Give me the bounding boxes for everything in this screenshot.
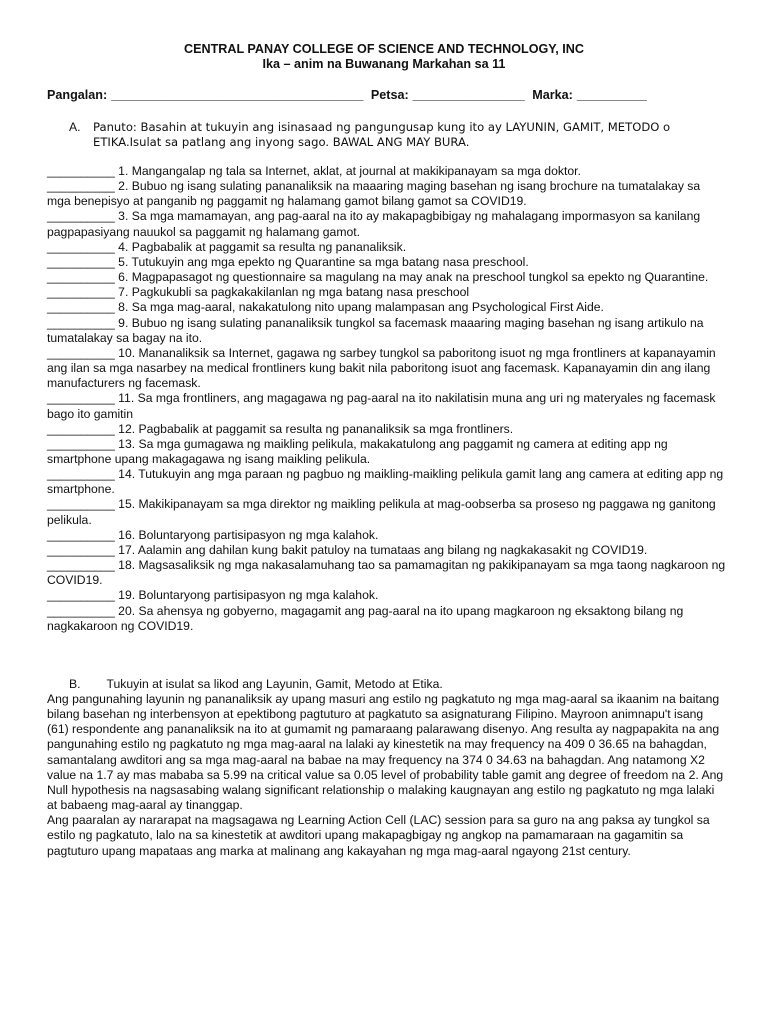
list-item: __________ 3. Sa mga mamamayan, ang pag-aaral na ito ay makapagbibigay ng mahalagang impormasyon sa kanilang pagpapasiyang nauukol sa paggamit ng halamang gamot. — [47, 209, 701, 239]
list-item: __________ 13. Sa mga gumagawa ng maikling pelikula, makakatulong ang paggamit ng camera at editing app ng smartphone upang makagagawa ng isang maikling pelikula. — [47, 436, 668, 466]
list-item: __________ 1. Mangangalap ng tala sa Internet, aklat, at journal at makikipanayam sa mga doktor. — [47, 164, 581, 178]
part-a-items — [47, 164, 727, 634]
list-item: __________ 15. Makikipanayam sa mga direktor ng maikling pelikula at mag-oobserba sa proseso ng paggawa ng ganitong pelikula. — [47, 497, 716, 527]
list-item: __________ 7. Pagkukubli sa pagkakakilanlan ng mga batang nasa preschool — [47, 285, 470, 300]
part-b-marker: B. — [69, 677, 81, 691]
passage-paragraph: Ang paaralan ay nararapat na magsagawa ng Learning Action Cell (LAC) session para sa guro na ang paksa ay tungkol sa estilo ng pagkatuto, lalo na sa kinestetik at awditori upang makapagbigay ng angkop na pamamaraan na gagamitin sa pagtuturo upang mapataas ang marka at malinang ang kakayahan ng mga mag-aaral ngayong 21st century. — [47, 813, 710, 858]
part-a-instruction-text: Panuto: Basahin at tukuyin ang isinasaad ng pangungusap kung ito ay LAYUNIN, GAMIT, METODO o ETIKA.Isulat sa patlang ang inyong sago. BAWAL ANG MAY BURA. — [93, 120, 671, 149]
list-item: __________ 11. Sa mga frontliners, ang magagawa ng pag-aaral na ito nakilatisin muna ang uri ng materyales ng facemask bago ito gamitin — [47, 391, 716, 421]
document-header — [0, 42, 768, 72]
list-item: __________ 20. Sa ahensya ng gobyerno, magagamit ang pag-aaral na ito upang magkaroon ng eksaktong bilang ng nagkakaroon ng COVID19. — [47, 603, 684, 633]
name-blank: ____________________________________ — [111, 88, 364, 102]
date-label: Petsa: — [370, 88, 409, 102]
date-blank: ________________ — [412, 88, 525, 102]
part-a-instruction — [69, 120, 689, 150]
student-info-line — [47, 88, 747, 102]
list-item: __________ 14. Tutukuyin ang mga paraan ng pagbuo ng maikling-maikling pelikula gamit lang ang camera at editing app ng smartphone. — [47, 467, 724, 497]
list-item: __________ 10. Mananaliksik sa Internet, gagawa ng sarbey tungkol sa paboritong isuot ng mga frontliners at kapanayamin ang ilan sa mga nasarbey na medical frontliners kung bakit nila paboritong isuot ang facemask. Kapanayamin din ang ilang manufacturers ng facemask. — [47, 345, 716, 391]
school-name: CENTRAL PANAY COLLEGE OF SCIENCE AND TECHNOLOGY, INC — [183, 42, 584, 56]
list-item: __________ 4. Pagbabalik at paggamit sa resulta ng pananaliksik. — [47, 239, 407, 254]
list-item: __________ 12. Pagbabalik at paggamit sa resulta ng pananaliksik sa mga frontliners. — [47, 421, 514, 436]
part-b-instruction-text: Tukuyin at isulat sa likod ang Layunin, Gamit, Metodo at Etika. — [106, 677, 443, 691]
list-item: __________ 9. Bubuo ng isang sulating pananaliksik tungkol sa facemask maaaring maging basehan ng isang artikulo na tumatalakay sa bagay na ito. — [47, 315, 704, 345]
score-label: Marka: — [532, 88, 573, 102]
list-item: __________ 2. Bubuo ng isang sulating pananaliksik na maaaring maging basehan ng isang brochure na tumatalakay sa mga benepisyo at panganib ng paggamit ng halamang gamot bilang gamot sa COVID19. — [47, 179, 701, 209]
part-a-marker: A. — [69, 120, 81, 134]
list-item: __________ 6. Magpapasagot ng questionnaire sa magulang na may anak na preschool tungkol sa epekto ng Quarantine. — [47, 270, 709, 285]
list-item: __________ 8. Sa mga mag-aaral, nakakatulong nito upang malampasan ang Psychological First Aide. — [47, 300, 604, 315]
list-item: __________ 5. Tutukuyin ang mga epekto ng Quarantine sa mga batang nasa preschool. — [47, 254, 529, 269]
name-label: Pangalan: — [47, 88, 108, 102]
list-item: __________ 16. Boluntaryong partisipasyon ng mga kalahok. — [47, 527, 379, 542]
passage-paragraph: Ang pangunahing layunin ng pananaliksik ay upang masuri ang estilo ng pagkatuto ng mga mag-aaral sa ikaanim na baitang bilang basehan ng interbensyon at epektibong pagtuturo at pagkatuto sa asignaturang Filipino. Mayroon animnapu't isang (61) respondente ang pananaliksik na ito at gumamit ng pamaraang palarawang disenyo. Ang resulta ay nagpapakita na ang pangunahing estilo ng pagkatuto ng mga mag-aaral na lalaki ay kinestetik na may frequency na 409 0 36.65 na bahagdan, samantalang awditori ang sa mga mag-aaral na babae na may frequency na 374 0 34.63 na bahagdan. Ang natamong X2 value na 1.7 ay mas mababa sa 5.99 na critical value sa 0.05 level of probability table gamit ang degree of freedom na 2. Ang Null hypothesis na nagsasabing walang significant relationship o malaking kaugnayan ang estilo ng pagkatuto ng mga lalaki at babaeng mag-aaral ay tinanggap. — [47, 692, 724, 813]
exam-title: Ika – anim na Buwanang Markahan sa 11 — [262, 57, 506, 71]
part-b-passage — [47, 692, 727, 859]
list-item: __________ 18. Magsasaliksik ng mga nakasalamuhang tao sa pamamagitan ng pakikipanayam sa mga taong nagkaroon ng COVID19. — [47, 558, 726, 588]
list-item: __________ 17. Aalamin ang dahilan kung bakit patuloy na tumataas ang bilang ng nagkakasakit ng COVID19. — [47, 542, 648, 557]
score-blank: __________ — [576, 88, 647, 102]
part-b-instruction — [69, 677, 443, 692]
list-item: __________ 19. Boluntaryong partisipasyon ng mga kalahok. — [47, 588, 379, 603]
